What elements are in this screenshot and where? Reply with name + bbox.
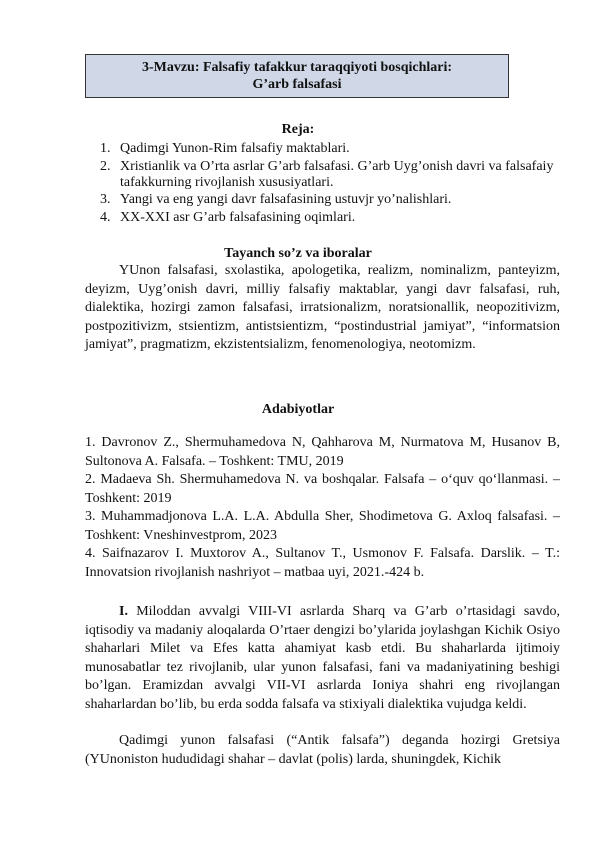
- body-paragraph-2: Qadimgi yunon falsafasi (“Antik falsafa”) deganda hozirgi Gretsiya (YUnoniston hududidagi shahar – davlat (polis) larda, shuningdek, Kichik: [85, 733, 560, 767]
- reja-item-number: 1.: [100, 141, 111, 156]
- tayanch-text: YUnon falsafasi, sxolastika, apologetika, realizm, nominalizm, panteyizm, deyizm, Uyg’onish davri, milliy falsafiy maktablar, yangi davr falsafasi, ruh, dialektika, hozirgi zamon falsafasi, irratsionalizm, noratsionallik, neopozitivizm, postpozitivizm, stsientizm, antistsientizm, “postindustrial jamiyat”, “informatsion jamiyat”, pragmatizm, ekzistentsializm, fenomenologiya, neotomizm.: [85, 263, 560, 352]
- literature-list: [85, 434, 560, 582]
- topic-title-line1: 3-Mavzu: Falsafiy tafakkur taraqqiyoti bosqichlari:: [141, 60, 453, 75]
- literature-item: 2. Madaeva Sh. Shermuhamedova N. va boshqalar. Falsafa – o‘quv qo‘llanmasi. – Toshkent: 2019: [85, 472, 560, 506]
- body-paragraph-1: [85, 603, 560, 714]
- reja-item: [100, 210, 570, 226]
- tayanch-heading: Tayanch so’z va iboralar: [224, 246, 372, 261]
- reja-list: [100, 141, 570, 227]
- reja-item: [100, 141, 570, 157]
- reja-item-number: 4.: [100, 209, 111, 225]
- reja-item-text: Xristianlik va O’rta asrlar G’arb falsafasi. G’arb Uyg’onish davri va falsafaiy tafakkurning rivojlanish xususiyatlari.: [120, 158, 554, 190]
- literature-item: 4. Saifnazarov I. Muxtorov A., Sultanov T., Usmonov F. Falsafa. Darslik. – T.: Innovatsion rivojlanish nashriyot – matbaa uyi, 2021.-424 b.: [85, 546, 560, 580]
- reja-heading: Reja:: [281, 122, 315, 137]
- section-numeral: I.: [119, 604, 128, 619]
- body-paragraph-1-text: Miloddan avvalgi VIII-VI asrlarda Sharq va G’arb o’rtasidagi savdo, iqtisodiy va madaniy aloqalarda O’rtaer dengizi bo’ylarida joylashgan Kichik Osiyo shaharlari Milet va Efes katta ahamiyat kasb etdi. Bu shaharlarda ijtimoiy munosabatlar tez rivojlanib, ular yunon falsafasi, fani va madaniyatining beshigi bo’lgan. Eramizdan avvalgi VII-VI asrlarda Ioniya shahri eng rivojlangan shaharlardan bo’lib, bu erda sodda falsafa va stixiyali dialektika vujudga keldi.: [85, 604, 560, 712]
- topic-title-box: [85, 54, 509, 98]
- reja-item-text: XX-XXI asr G’arb falsafasining oqimlari.: [120, 209, 356, 225]
- literature-item: 1. Davronov Z., Shermuhamedova N, Qahharova M, Nurmatova M, Husanov B, Sultonova A. Falsafa. – Toshkent: TMU, 2019: [85, 435, 560, 469]
- adabiyotlar-heading: Adabiyotlar: [261, 402, 335, 417]
- reja-item-number: 3.: [100, 192, 111, 207]
- reja-item-number: 2.: [100, 158, 111, 174]
- literature-item: 3. Muhammadjonova L.A. L.A. Abdulla Sher, Shodimetova G. Axloq falsafasi. – Toshkent: Vneshinvestprom, 2023: [85, 509, 560, 543]
- topic-title-line2: G’arb falsafasi: [252, 77, 342, 92]
- reja-item-text: Yangi va eng yangi davr falsafasining ustuvjr yo’nalishlari.: [120, 192, 452, 207]
- reja-item: [100, 159, 570, 191]
- reja-item: [100, 192, 570, 208]
- reja-item-text: Qadimgi Yunon-Rim falsafiy maktablari.: [120, 141, 350, 156]
